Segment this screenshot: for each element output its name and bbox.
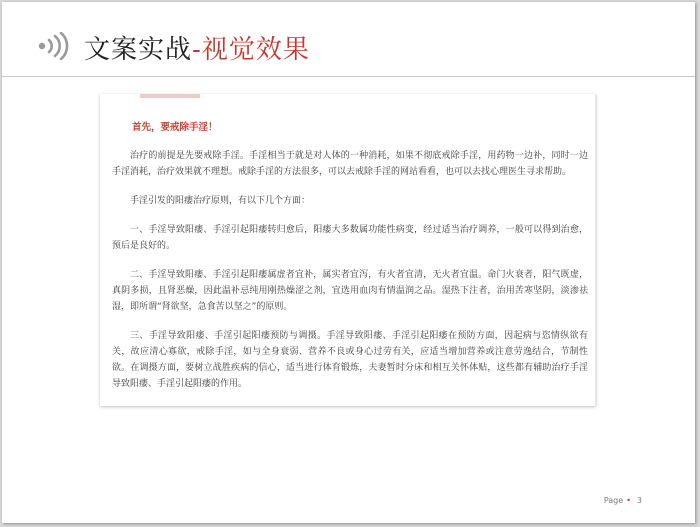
document-body xyxy=(112,120,588,405)
document-screenshot xyxy=(100,94,596,406)
document-paragraph-3: 一、手淫导致阳痿、手淫引起阳痿转归愈后，阳痿大多数属功能性病变，经过适当治疗调养，一般可以得到治愈，预后是良好的。 xyxy=(112,225,588,251)
page-number: 3 xyxy=(636,496,642,505)
document-paragraph-2: 手淫引发的阳痿治疗原则，有以下几个方面： xyxy=(130,196,311,206)
title-divider xyxy=(2,76,695,77)
slide xyxy=(2,2,695,523)
page-label: Page xyxy=(603,496,624,505)
page-dot: • xyxy=(626,496,631,505)
slide-title xyxy=(84,29,310,66)
document-top-mark xyxy=(140,94,200,98)
document-heading: 首先，要戒除手淫！ xyxy=(132,122,218,133)
title-highlight: 视觉效果 xyxy=(201,35,310,65)
page-indicator xyxy=(604,496,642,505)
title-main: 文案实战 xyxy=(84,35,193,65)
title-separator: - xyxy=(192,35,202,65)
sound-waves-icon xyxy=(36,32,76,60)
document-paragraph-4: 二、手淫导致阳痿、手淫引起阳痿属虚者宜补，属实者宜泻，有火者宜清，无火者宜温。命门火衰者，阳气既虚，真阴多损，且肾恶燥，因此温补忌纯用刚热燥涩之剂，宜选用血肉有情温润之品。湿热下注者，治用苦寒坚阴，淡渗祛湿，即所谓“肾欲坚，急食苦以坚之”的原则。 xyxy=(112,270,588,312)
document-paragraph-5: 三、手淫导致阳痿、手淫引起阳痿预防与调摄。手淫导致阳痿、手淫引起阳痿在预防方面，因起病与恣情纵欲有关，故应清心寡欲，戒除手淫，如与全身衰弱、营养不良或身心过劳有关，应适当增加营养或注意劳逸结合，节制性欲。在调摄方面，要树立战胜疾病的信心，适当进行体育锻炼，夫妻暂时分床和相互关怀体贴，这些都有辅助治疗手淫导致阳痿、手淫引起阳痿的作用。 xyxy=(112,331,588,389)
document-paragraph-1: 治疗的前提是先要戒除手淫。手淫相当于就是对人体的一种消耗，如果不彻底戒除手淫，用药物一边补，同时一边手淫消耗，治疗效果就不理想。戒除手淫的方法很多，可以去戒除手淫的网站看看，也可以去找心理医生寻求帮助。 xyxy=(112,151,588,177)
